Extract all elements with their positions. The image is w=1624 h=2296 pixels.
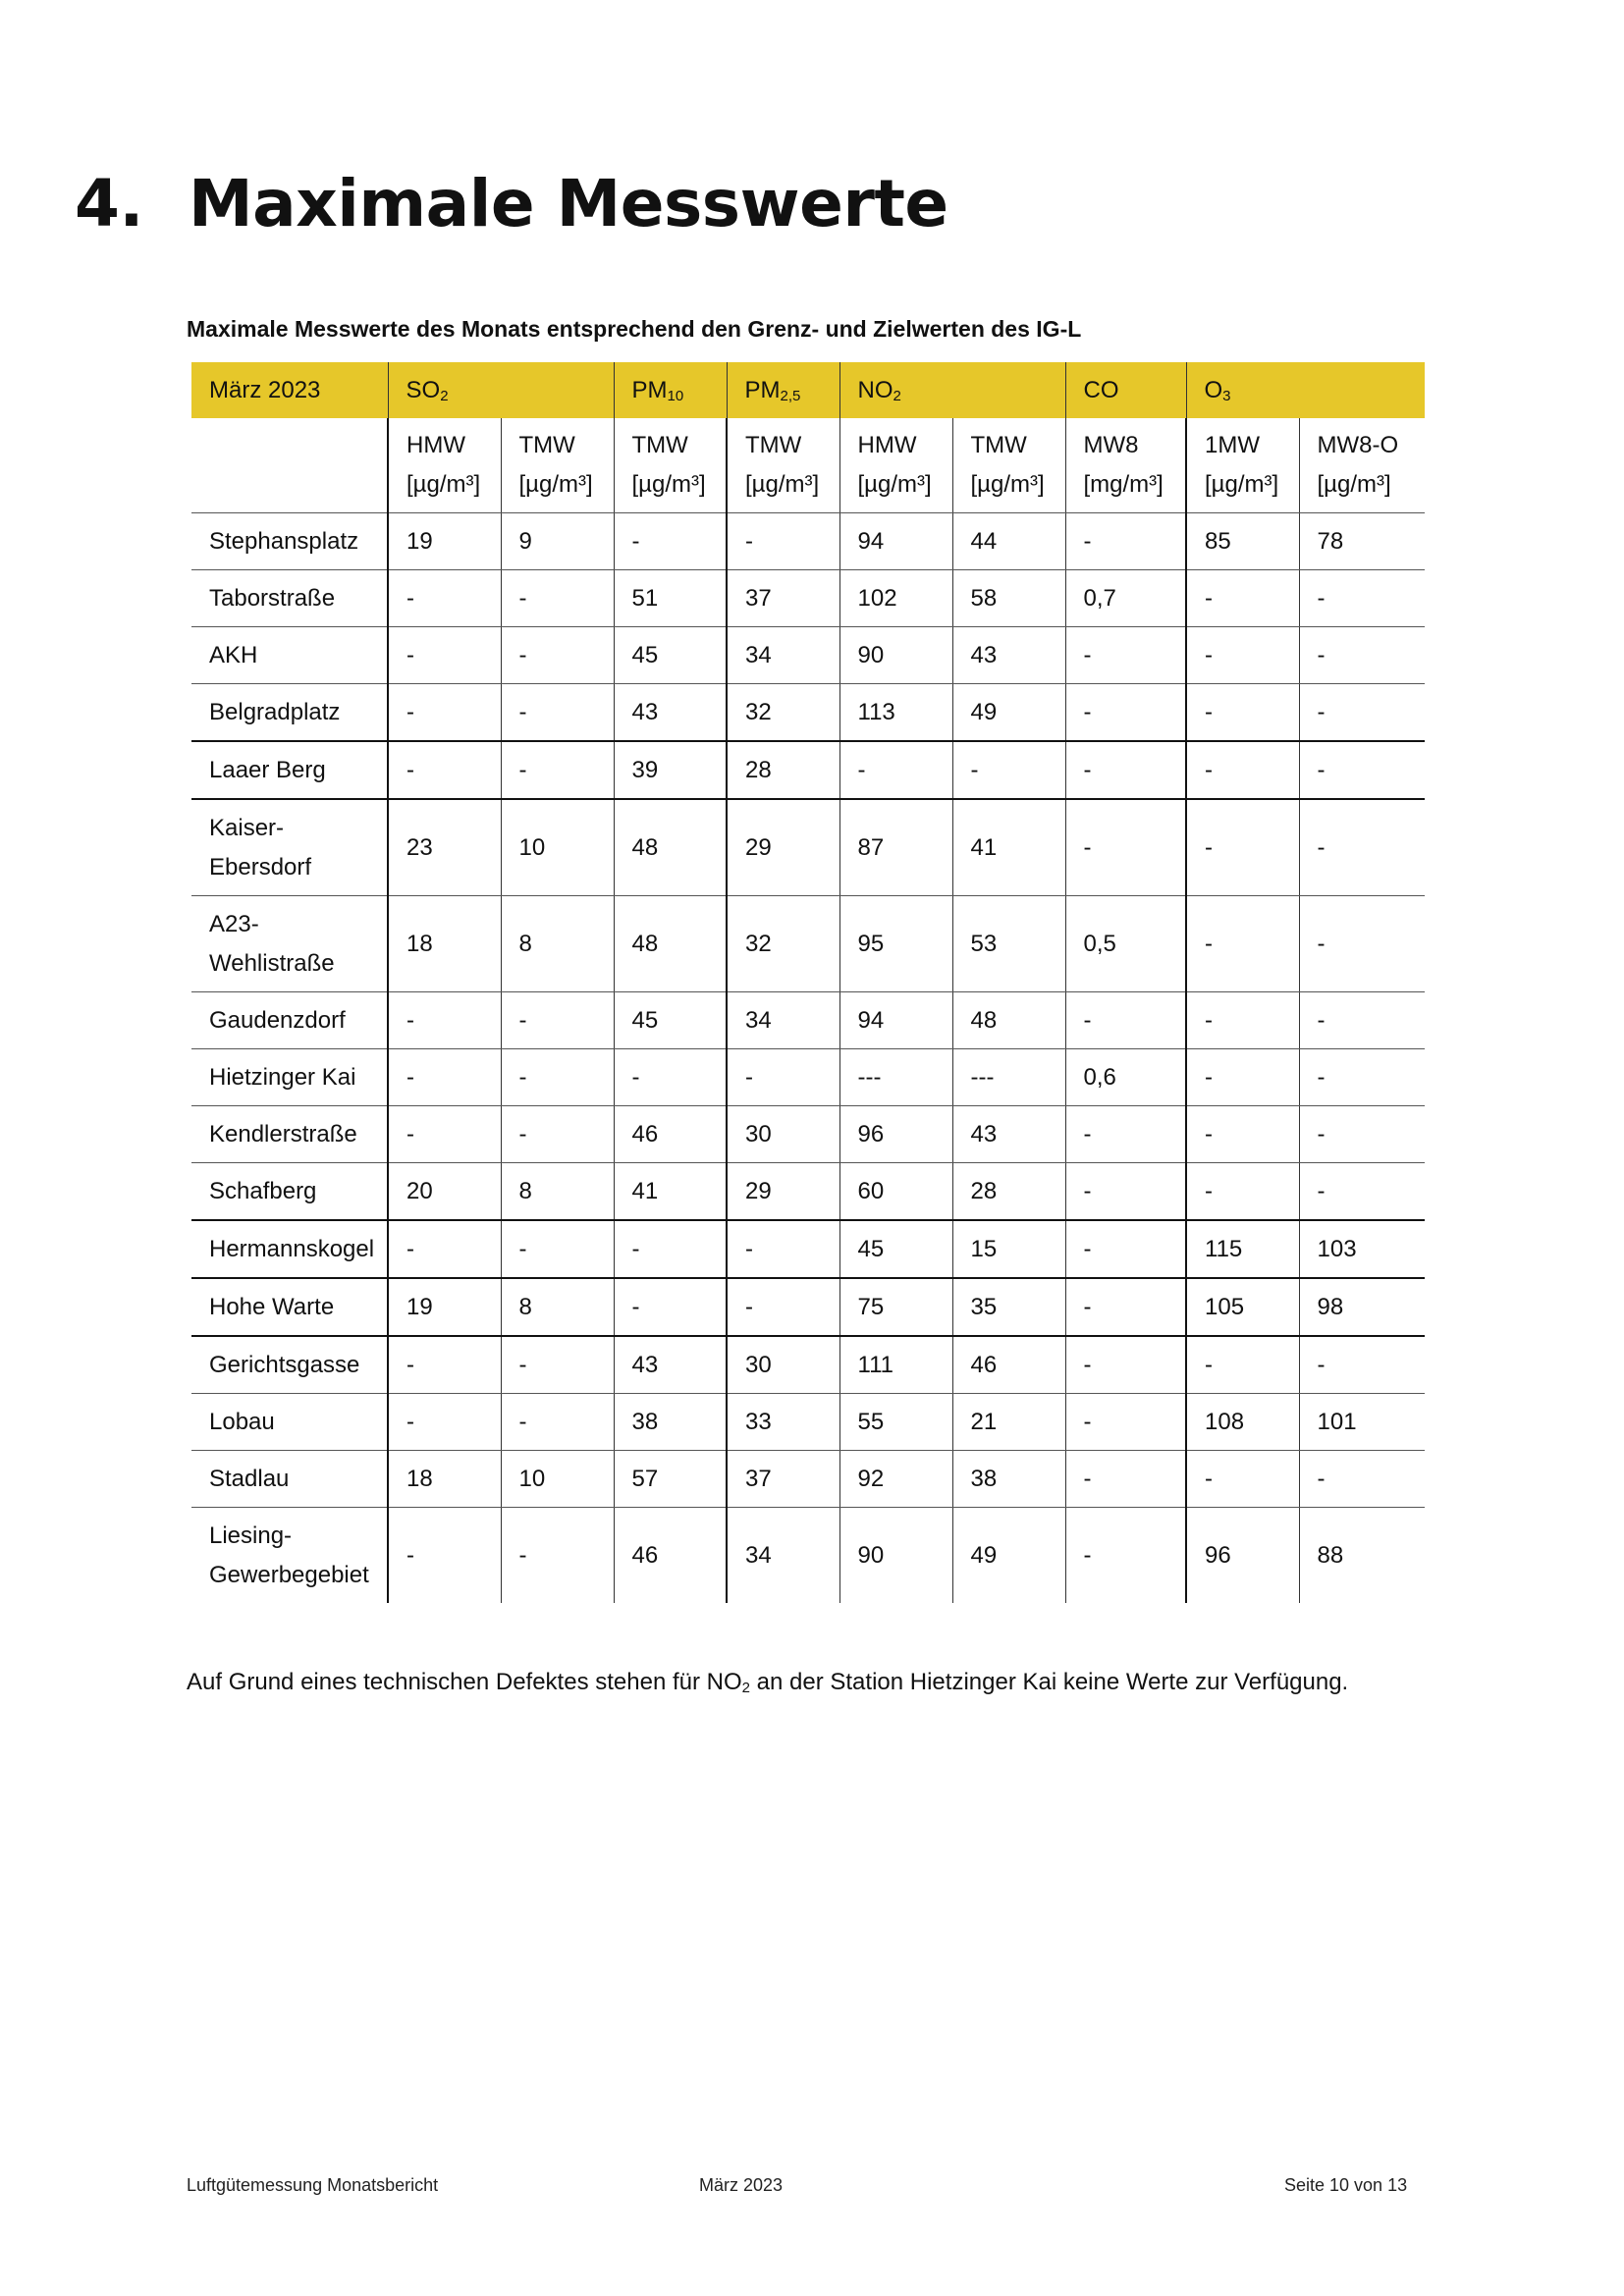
value-cell: - [1065,992,1186,1049]
value-cell: - [839,741,952,799]
table-row [191,1106,1425,1163]
metric-name: 1MW [1205,432,1260,458]
group-sub: 2,5 [780,387,801,404]
value-cell: - [388,627,501,684]
value-cell: - [1299,896,1425,992]
value-cell: - [1186,992,1299,1049]
metric-unit: [µg/m³] [970,471,1045,498]
value-cell: 35 [952,1278,1065,1336]
value-cell: - [388,1394,501,1451]
value-cell: 8 [501,896,614,992]
metric-header [501,418,614,513]
header-row-groups [191,362,1425,418]
value-cell: - [501,1394,614,1451]
value-cell: 87 [839,799,952,896]
value-cell: 18 [388,1451,501,1508]
value-cell: - [388,1106,501,1163]
station-name-cell [191,1106,388,1163]
metric-name: MW8 [1083,432,1139,458]
station-name-cell [191,741,388,799]
section-number: 4. [75,166,143,241]
value-cell: - [952,741,1065,799]
table-row [191,1336,1425,1394]
station-name: Stephansplatz [209,527,359,555]
page-title [75,166,948,241]
value-cell: 8 [501,1163,614,1221]
value-cell: 49 [952,1508,1065,1604]
table-row [191,1220,1425,1278]
station-name-cell [191,513,388,570]
value-cell: 60 [839,1163,952,1221]
value-cell: 19 [388,1278,501,1336]
value-cell: - [1186,741,1299,799]
value-cell: 33 [727,1394,839,1451]
metric-name: TMW [970,432,1027,458]
value-cell: - [614,1049,727,1106]
value-cell: 19 [388,513,501,570]
value-cell: - [501,1336,614,1394]
value-cell: 48 [614,799,727,896]
group-sub: 3 [1222,387,1231,404]
table-row [191,684,1425,742]
value-cell: 75 [839,1278,952,1336]
group-base: O [1204,376,1223,403]
station-name-cell [191,684,388,742]
metric-unit: [µg/m³] [406,471,481,498]
group-sub: 10 [667,387,684,404]
value-cell: - [1299,1336,1425,1394]
value-cell: 103 [1299,1220,1425,1278]
value-cell: 105 [1186,1278,1299,1336]
period-header: März 2023 [191,362,388,418]
value-cell: - [1065,1451,1186,1508]
value-cell: 23 [388,799,501,896]
metric-header [1299,418,1425,513]
value-cell: 37 [727,1451,839,1508]
value-cell: 55 [839,1394,952,1451]
value-cell: 43 [952,627,1065,684]
value-cell: 34 [727,627,839,684]
value-cell: - [388,1508,501,1604]
station-name-cell [191,1163,388,1221]
value-cell: 18 [388,896,501,992]
value-cell: 29 [727,1163,839,1221]
value-cell: 43 [614,1336,727,1394]
station-name-cell [191,1394,388,1451]
value-cell: - [1186,627,1299,684]
value-cell: - [727,513,839,570]
value-cell: 0,5 [1065,896,1186,992]
value-cell: 95 [839,896,952,992]
value-cell: 46 [952,1336,1065,1394]
value-cell: - [388,1336,501,1394]
group-sub: 2 [440,387,449,404]
value-cell: 41 [952,799,1065,896]
metric-unit: [µg/m³] [631,471,706,498]
table-row [191,741,1425,799]
value-cell: - [614,1220,727,1278]
metric-name: TMW [518,432,575,458]
value-cell: 9 [501,513,614,570]
value-cell: 111 [839,1336,952,1394]
value-cell: 15 [952,1220,1065,1278]
footer-page-number: Seite 10 von 13 [1284,2175,1408,2195]
station-name-cell [191,1278,388,1336]
value-cell: 0,6 [1065,1049,1186,1106]
station-name-cell [191,1049,388,1106]
header-row-metrics [191,418,1425,513]
value-cell: 115 [1186,1220,1299,1278]
station-name: Kendlerstraße [209,1120,357,1148]
table-row [191,1394,1425,1451]
group-header-o3 [1186,362,1425,418]
table-row [191,1163,1425,1221]
value-cell: - [501,1106,614,1163]
group-header-pm25 [727,362,839,418]
value-cell: 32 [727,896,839,992]
table-row [191,896,1425,992]
station-name: AKH [209,641,258,668]
station-name: Belgradplatz [209,698,341,725]
value-cell: 20 [388,1163,501,1221]
value-cell: 48 [614,896,727,992]
empty-corner-cell [191,418,388,513]
footer-report-name: Luftgütemessung Monatsbericht [187,2175,439,2195]
value-cell: - [501,1508,614,1604]
table-row [191,992,1425,1049]
value-cell: 113 [839,684,952,742]
value-cell: - [727,1278,839,1336]
table-caption: Maximale Messwerte des Monats entsprechend den Grenz- und Zielwerten des IG-L [187,316,1082,342]
value-cell: 102 [839,570,952,627]
measurements-table [191,362,1425,1603]
station-name-cell [191,992,388,1049]
value-cell: 38 [614,1394,727,1451]
group-header-so2 [388,362,614,418]
value-cell: - [501,627,614,684]
value-cell: - [1186,1106,1299,1163]
metric-unit: [µg/m³] [857,471,932,498]
table-row [191,1049,1425,1106]
value-cell: - [388,1049,501,1106]
value-cell: - [1299,627,1425,684]
station-name: Gaudenzdorf [209,1006,346,1034]
value-cell: 8 [501,1278,614,1336]
value-cell: - [1299,992,1425,1049]
value-cell: 30 [727,1106,839,1163]
footer-date: März 2023 [699,2175,784,2195]
value-cell: - [1065,513,1186,570]
value-cell: 45 [614,627,727,684]
station-name: Hietzinger Kai [209,1063,356,1091]
value-cell: 108 [1186,1394,1299,1451]
table-row [191,1508,1425,1604]
value-cell: - [1065,684,1186,742]
value-cell: - [1186,1336,1299,1394]
value-cell: - [1065,627,1186,684]
value-cell: - [1186,1163,1299,1221]
station-name-cell [191,896,388,992]
footnote-text-end: an der Station Hietzinger Kai keine Werte zur Verfügung. [749,1669,1349,1695]
value-cell: - [1299,1049,1425,1106]
value-cell: - [1186,799,1299,896]
value-cell: --- [952,1049,1065,1106]
value-cell: - [388,1220,501,1278]
value-cell: - [1299,684,1425,742]
metric-name: TMW [631,432,688,458]
table-row [191,513,1425,570]
value-cell: 90 [839,1508,952,1604]
value-cell: 38 [952,1451,1065,1508]
station-name: Taborstraße [209,584,336,612]
value-cell: - [1299,1451,1425,1508]
value-cell: - [614,513,727,570]
value-cell: 92 [839,1451,952,1508]
table-body [191,513,1425,1604]
station-name: Ebersdorf [209,853,312,881]
value-cell: - [1065,1394,1186,1451]
value-cell: - [388,684,501,742]
station-name-cell [191,799,388,896]
value-cell: 41 [614,1163,727,1221]
station-name-cell [191,1220,388,1278]
metric-unit: [µg/m³] [518,471,593,498]
value-cell: 98 [1299,1278,1425,1336]
station-name: Gerichtsgasse [209,1351,360,1378]
footnote-text-start: Auf Grund eines technischen Defektes stehen für NO [187,1669,742,1695]
group-header-no2 [839,362,1065,418]
value-cell: - [1065,1106,1186,1163]
value-cell: 28 [727,741,839,799]
value-cell: - [1065,741,1186,799]
value-cell: 21 [952,1394,1065,1451]
value-cell: 94 [839,513,952,570]
value-cell: - [1065,1163,1186,1221]
station-name-cell [191,1336,388,1394]
station-name: Kaiser- [209,814,285,841]
value-cell: 46 [614,1106,727,1163]
value-cell: 45 [839,1220,952,1278]
station-name-cell [191,1508,388,1604]
value-cell: 45 [614,992,727,1049]
station-name-cell [191,570,388,627]
value-cell: 32 [727,684,839,742]
value-cell: 57 [614,1451,727,1508]
value-cell: - [1186,896,1299,992]
value-cell: - [501,570,614,627]
value-cell: - [1299,570,1425,627]
value-cell: 58 [952,570,1065,627]
group-base: PM [631,376,668,403]
metric-header [839,418,952,513]
station-name: Gewerbegebiet [209,1561,369,1588]
metric-header [1186,418,1299,513]
value-cell: - [1299,1106,1425,1163]
value-cell: 48 [952,992,1065,1049]
value-cell: 30 [727,1336,839,1394]
value-cell: - [1065,1220,1186,1278]
station-name: Hermannskogel [209,1235,375,1262]
value-cell: 29 [727,799,839,896]
value-cell: 37 [727,570,839,627]
value-cell: 43 [614,684,727,742]
value-cell: - [1065,1508,1186,1604]
group-base: NO [857,376,893,403]
station-name: Stadlau [209,1465,290,1492]
value-cell: 34 [727,1508,839,1604]
value-cell: 88 [1299,1508,1425,1604]
group-header-pm10 [614,362,727,418]
table-row [191,1451,1425,1508]
footnote-sub: 2 [741,1680,750,1696]
value-cell: 51 [614,570,727,627]
metric-unit: [mg/m³] [1083,471,1164,498]
group-base: SO [406,376,441,403]
metric-unit: [µg/m³] [1205,471,1279,498]
metric-unit: [µg/m³] [745,471,820,498]
footnote [187,1669,1348,1696]
station-name: Liesing- [209,1522,293,1549]
value-cell: 28 [952,1163,1065,1221]
station-name: Schafberg [209,1177,317,1204]
metric-name: MW8-O [1317,432,1399,458]
value-cell: - [727,1049,839,1106]
group-sub: 2 [893,387,901,404]
table-row [191,570,1425,627]
metric-header [727,418,839,513]
value-cell: - [501,992,614,1049]
metric-header [614,418,727,513]
group-header-co [1065,362,1186,418]
value-cell: 96 [839,1106,952,1163]
value-cell: 90 [839,627,952,684]
table-row [191,799,1425,896]
group-base: PM [744,376,781,403]
value-cell: 34 [727,992,839,1049]
metric-name: TMW [745,432,802,458]
metric-header [952,418,1065,513]
value-cell: --- [839,1049,952,1106]
value-cell: - [1065,1278,1186,1336]
section-title: Maximale Messwerte [189,166,948,241]
station-name: A23- [209,910,259,937]
value-cell: - [501,1220,614,1278]
value-cell: - [614,1278,727,1336]
value-cell: - [388,992,501,1049]
value-cell: - [1299,1163,1425,1221]
value-cell: - [1186,570,1299,627]
value-cell: - [501,741,614,799]
metric-name: HMW [406,432,465,458]
value-cell: 78 [1299,513,1425,570]
table-row [191,627,1425,684]
value-cell: 39 [614,741,727,799]
value-cell: 10 [501,799,614,896]
station-name: Laaer Berg [209,756,326,783]
value-cell: - [388,570,501,627]
metric-header [1065,418,1186,513]
metric-name: HMW [857,432,917,458]
group-base: CO [1083,376,1119,403]
station-name: Wehlistraße [209,949,335,977]
station-name: Hohe Warte [209,1293,335,1320]
value-cell: 53 [952,896,1065,992]
metric-header [388,418,501,513]
value-cell: 94 [839,992,952,1049]
value-cell: 85 [1186,513,1299,570]
table-row [191,1278,1425,1336]
value-cell: - [1186,1049,1299,1106]
value-cell: 44 [952,513,1065,570]
station-name-cell [191,1451,388,1508]
value-cell: 46 [614,1508,727,1604]
value-cell: - [501,1049,614,1106]
value-cell: 0,7 [1065,570,1186,627]
metric-unit: [µg/m³] [1317,471,1391,498]
station-name-cell [191,627,388,684]
value-cell: 101 [1299,1394,1425,1451]
value-cell: - [1186,684,1299,742]
value-cell: - [1299,799,1425,896]
value-cell: - [1065,1336,1186,1394]
value-cell: - [1065,799,1186,896]
value-cell: - [727,1220,839,1278]
value-cell: 49 [952,684,1065,742]
value-cell: - [388,741,501,799]
value-cell: 96 [1186,1508,1299,1604]
value-cell: - [1299,741,1425,799]
value-cell: 10 [501,1451,614,1508]
value-cell: - [501,684,614,742]
value-cell: 43 [952,1106,1065,1163]
station-name: Lobau [209,1408,275,1435]
value-cell: - [1186,1451,1299,1508]
